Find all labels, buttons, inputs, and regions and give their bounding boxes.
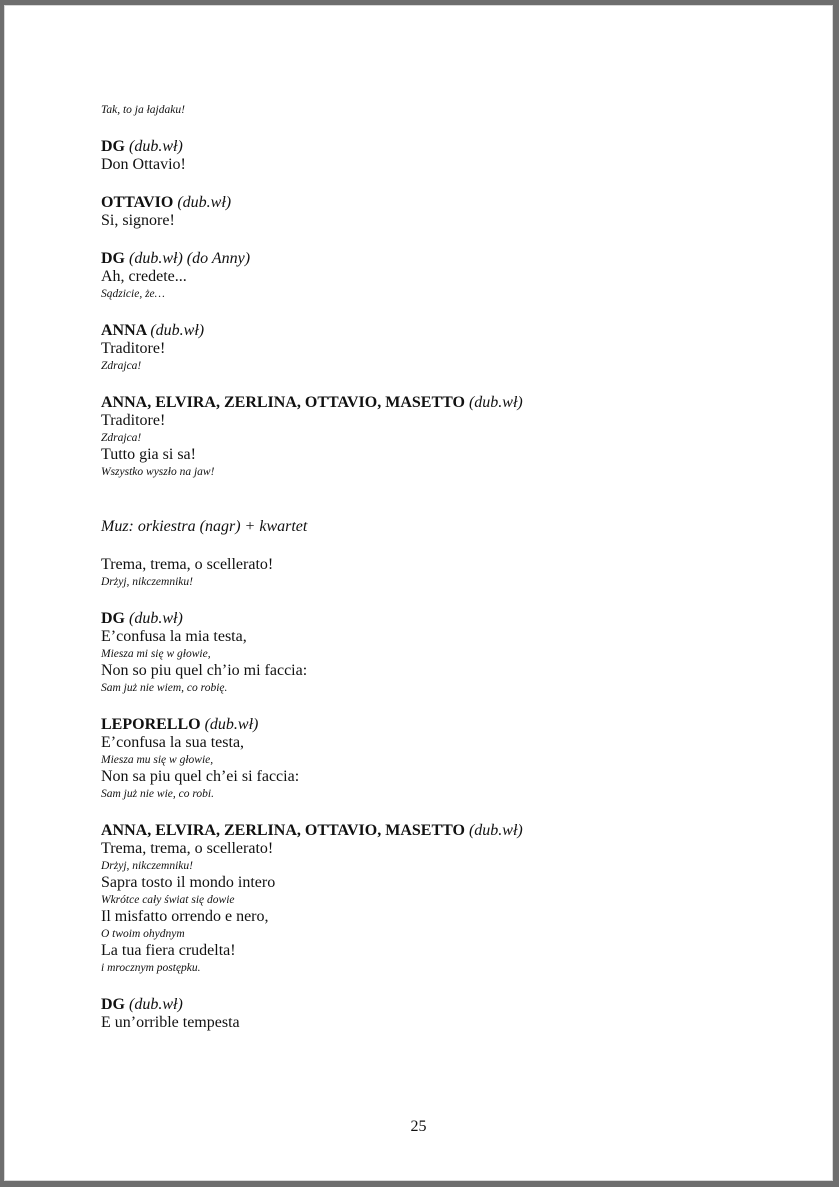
stage-direction: (dub.wł): [129, 610, 183, 627]
translation-line: Miesza mu się w głowie,: [101, 754, 214, 766]
speaker-heading: [101, 996, 801, 1014]
music-cue: Muz: orkiestra (nagr) + kwartet: [101, 518, 308, 535]
document-page: [4, 5, 833, 1181]
speaker-heading: [101, 138, 801, 156]
speaker-name: ANNA: [101, 322, 147, 339]
translation-line: Sam już nie wie, co robi.: [101, 788, 214, 800]
stage-direction: (dub.wł): [150, 322, 205, 339]
translation-line: Drżyj, nikczemniku!: [101, 576, 193, 588]
translation-line: Sądzicie, że…: [101, 288, 165, 300]
lyric-line: E’confusa la sua testa,: [101, 734, 245, 751]
lyric-line: Trema, trema, o scellerato!: [101, 840, 274, 857]
lyric-line: E un’orrible tempesta: [101, 1014, 240, 1031]
translation-line: Wkrótce cały świat się dowie: [101, 894, 235, 906]
speaker-name: DG: [101, 138, 125, 155]
speaker-name: DG: [101, 996, 125, 1013]
lyric-line: Don Ottavio!: [101, 156, 186, 173]
speaker-name: ANNA, ELVIRA, ZERLINA, OTTAVIO, MASETTO: [101, 394, 465, 411]
lyric-line: Tutto gia si sa!: [101, 446, 196, 463]
stage-direction: (dub.wł) (do Anny): [129, 250, 251, 267]
lyric-line: Il misfatto orrendo e nero,: [101, 908, 269, 925]
translation-line: i mrocznym postępku.: [101, 962, 201, 974]
lyric-line: E’confusa la mia testa,: [101, 628, 247, 645]
lyric-line: Sapra tosto il mondo intero: [101, 874, 276, 891]
translation-line: Sam już nie wiem, co robię.: [101, 682, 228, 694]
speaker-heading: [101, 716, 801, 734]
translation-line: Miesza mi się w głowie,: [101, 648, 211, 660]
translation-line: O twoim ohydnym: [101, 928, 185, 940]
stage-direction: (dub.wł): [129, 996, 183, 1013]
speaker-heading: [101, 822, 801, 840]
speaker-name: OTTAVIO: [101, 194, 174, 211]
translation-line: Zdrajca!: [101, 360, 142, 372]
lyric-line: Traditore!: [101, 340, 166, 357]
lyric-line: Non sa piu quel ch’ei si faccia:: [101, 768, 300, 785]
translation-line: Tak, to ja łajdaku!: [101, 104, 185, 116]
translation-line: Zdrajca!: [101, 432, 142, 444]
stage-direction: (dub.wł): [468, 822, 523, 839]
speaker-heading: [101, 194, 801, 212]
page-content: [101, 102, 801, 1032]
speaker-name: ANNA, ELVIRA, ZERLINA, OTTAVIO, MASETTO: [101, 822, 465, 839]
speaker-heading: [101, 394, 801, 412]
stage-direction: (dub.wł): [468, 394, 523, 411]
lyric-line: Si, signore!: [101, 212, 175, 229]
stage-direction: (dub.wł): [177, 194, 232, 211]
speaker-heading: [101, 322, 801, 340]
stage-direction: (dub.wł): [129, 138, 183, 155]
speaker-name: DG: [101, 610, 125, 627]
translation-line: Drżyj, nikczemniku!: [101, 860, 193, 872]
lyric-line: Traditore!: [101, 412, 166, 429]
stage-direction: (dub.wł): [204, 716, 259, 733]
speaker-name: LEPORELLO: [101, 716, 201, 733]
speaker-heading: [101, 610, 801, 628]
page-number: 25: [410, 1118, 427, 1135]
lyric-line: Non so piu quel ch’io mi faccia:: [101, 662, 308, 679]
translation-line: Wszystko wyszło na jaw!: [101, 466, 215, 478]
lyric-line: Trema, trema, o scellerato!: [101, 556, 274, 573]
speaker-heading: [101, 250, 801, 268]
speaker-name: DG: [101, 250, 125, 267]
lyric-line: La tua fiera crudelta!: [101, 942, 236, 959]
lyric-line: Ah, credete...: [101, 268, 187, 285]
